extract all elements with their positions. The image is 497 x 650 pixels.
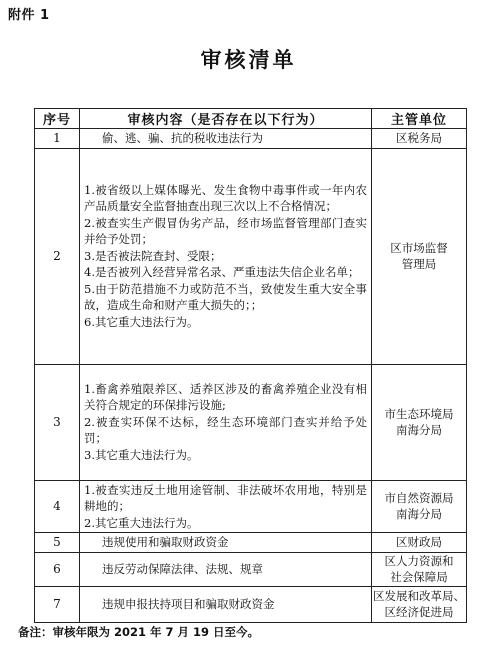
row-serial: 1 (35, 129, 80, 149)
department-line: 南海分局 (396, 423, 442, 437)
row-serial: 3 (35, 364, 80, 480)
row-content (80, 552, 372, 586)
content-item: 6.其它重大违法行为。 (84, 314, 199, 329)
row-content (80, 364, 372, 480)
row-content (80, 586, 372, 622)
content-item: 违反劳动保障法律、法规、规章 (102, 561, 263, 576)
row-content (80, 480, 372, 533)
content-item: 3.其它重大违法行为。 (84, 447, 199, 462)
table-row (35, 533, 467, 553)
content-item: 3.是否被法院查封、受限； (84, 248, 222, 263)
content-item: 5.由于防范措施不力或防范不当，致使发生重大安全事故，造成生命和财产重大损失的；； (84, 281, 367, 313)
department-line: 区市场监督 (390, 241, 448, 255)
department-line: 区人力资源和 (384, 554, 454, 568)
content-item: 1.畜禽养殖限养区、适养区涉及的畜禽养殖企业没有相关符合规定的环保排污设施; (84, 381, 367, 413)
department-line: 管理局 (401, 257, 437, 271)
table-row (35, 552, 467, 586)
department-line: 区财政局 (396, 535, 442, 550)
review-table (34, 108, 467, 623)
table-row (35, 364, 467, 480)
row-serial: 7 (35, 586, 80, 622)
content-item: 1.被省级以上媒体曝光、发生食物中毒事件或一年内农产品质量安全监督抽查出现三次以上不合格情况； (84, 182, 367, 214)
content-item: 4.是否被列入经营异常名录、严重违法失信企业名单； (84, 265, 360, 280)
content-item: 2.被查实生产假冒伪劣产品，经市场监督管理部门查实并给予处罚； (84, 215, 367, 247)
department-line: 区税务局 (396, 131, 442, 146)
row-department (372, 480, 467, 533)
content-item: 1.被查实违反土地用途管制、非法破坏农用地，特别是耕地的； (84, 482, 367, 513)
row-content (80, 129, 372, 149)
table-row (35, 480, 467, 533)
row-serial: 2 (35, 148, 80, 364)
row-department (372, 533, 467, 553)
row-department (372, 586, 467, 622)
content-item: 2.被查实环保不达标，经生态环境部门查实并给予处罚； (84, 414, 367, 446)
table-row (35, 148, 467, 364)
department-line: 社会保障局 (390, 570, 448, 584)
row-department (372, 364, 467, 480)
header-serial: 序号 (35, 109, 80, 129)
table-row (35, 586, 467, 622)
row-department (372, 552, 467, 586)
content-item: 2.其它重大违法行为。 (84, 515, 199, 530)
department-line: 区发展和改革局、 (373, 589, 465, 603)
department-line: 区经济促进局 (384, 605, 454, 619)
department-line: 市生态环境局 (384, 407, 454, 421)
page-title: 审核清单 (200, 47, 297, 72)
attachment-label: 附件 1 (8, 8, 50, 23)
row-department (372, 129, 467, 149)
footnote: 备注：审核年限为 2021 年 7 月 19 日至今。 (18, 625, 260, 639)
row-serial: 5 (35, 533, 80, 553)
content-item: 偷、逃、骗、抗的税收违法行为 (102, 131, 263, 145)
row-serial: 4 (35, 480, 80, 533)
department-line: 市自然资源局 (384, 491, 454, 506)
row-content (80, 148, 372, 364)
content-item: 违规申报扶持项目和骗取财政资金 (102, 596, 275, 611)
table-row (35, 129, 467, 149)
table-header-row (35, 109, 467, 129)
header-department: 主管单位 (372, 109, 467, 129)
content-item: 违规使用和骗取财政资金 (102, 535, 229, 549)
row-department (372, 148, 467, 364)
department-line: 南海分局 (396, 507, 442, 522)
row-serial: 6 (35, 552, 80, 586)
row-content (80, 533, 372, 553)
header-content: 审核内容（是否存在以下行为） (80, 109, 372, 129)
